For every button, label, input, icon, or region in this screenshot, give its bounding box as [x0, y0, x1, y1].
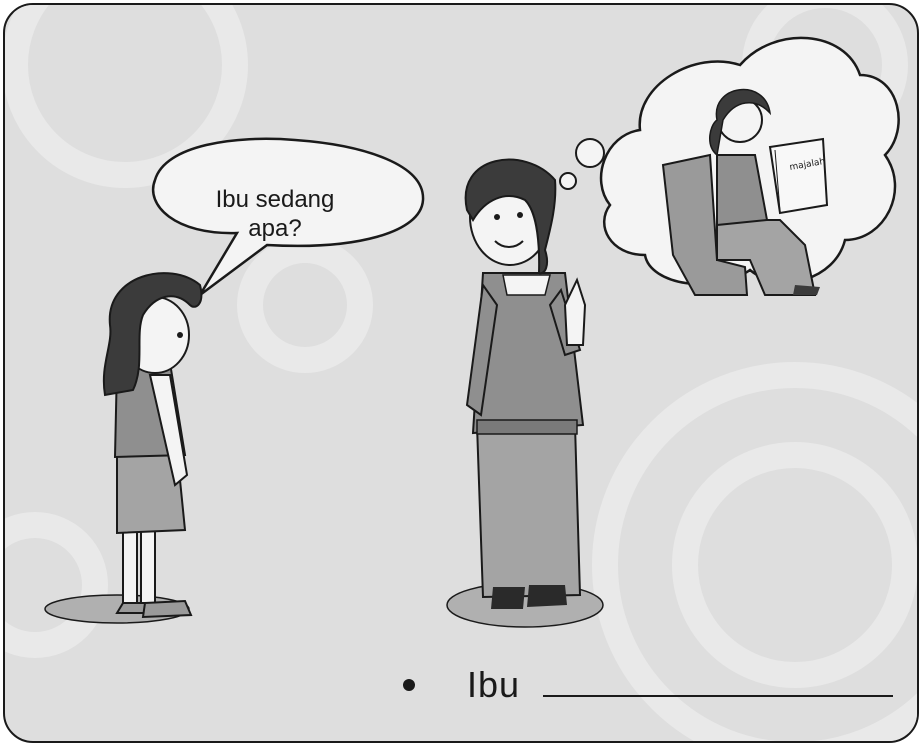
magazine-title: majalah — [788, 156, 827, 173]
thought-cloud — [601, 38, 899, 295]
girl-figure — [45, 273, 201, 623]
mother-figure — [447, 160, 603, 627]
thought-dot-large — [576, 139, 604, 167]
worksheet-frame — [3, 3, 919, 743]
thought-dot-small — [560, 173, 576, 189]
answer-prompt-word: Ibu — [467, 664, 521, 705]
speech-line-1: Ibu sedang — [215, 186, 335, 213]
bullet-point — [403, 679, 415, 691]
illustration — [5, 5, 917, 741]
answer-blank-line[interactable] — [543, 695, 893, 697]
speech-bubble-text — [185, 185, 365, 243]
speech-line-2: apa? — [248, 215, 302, 242]
